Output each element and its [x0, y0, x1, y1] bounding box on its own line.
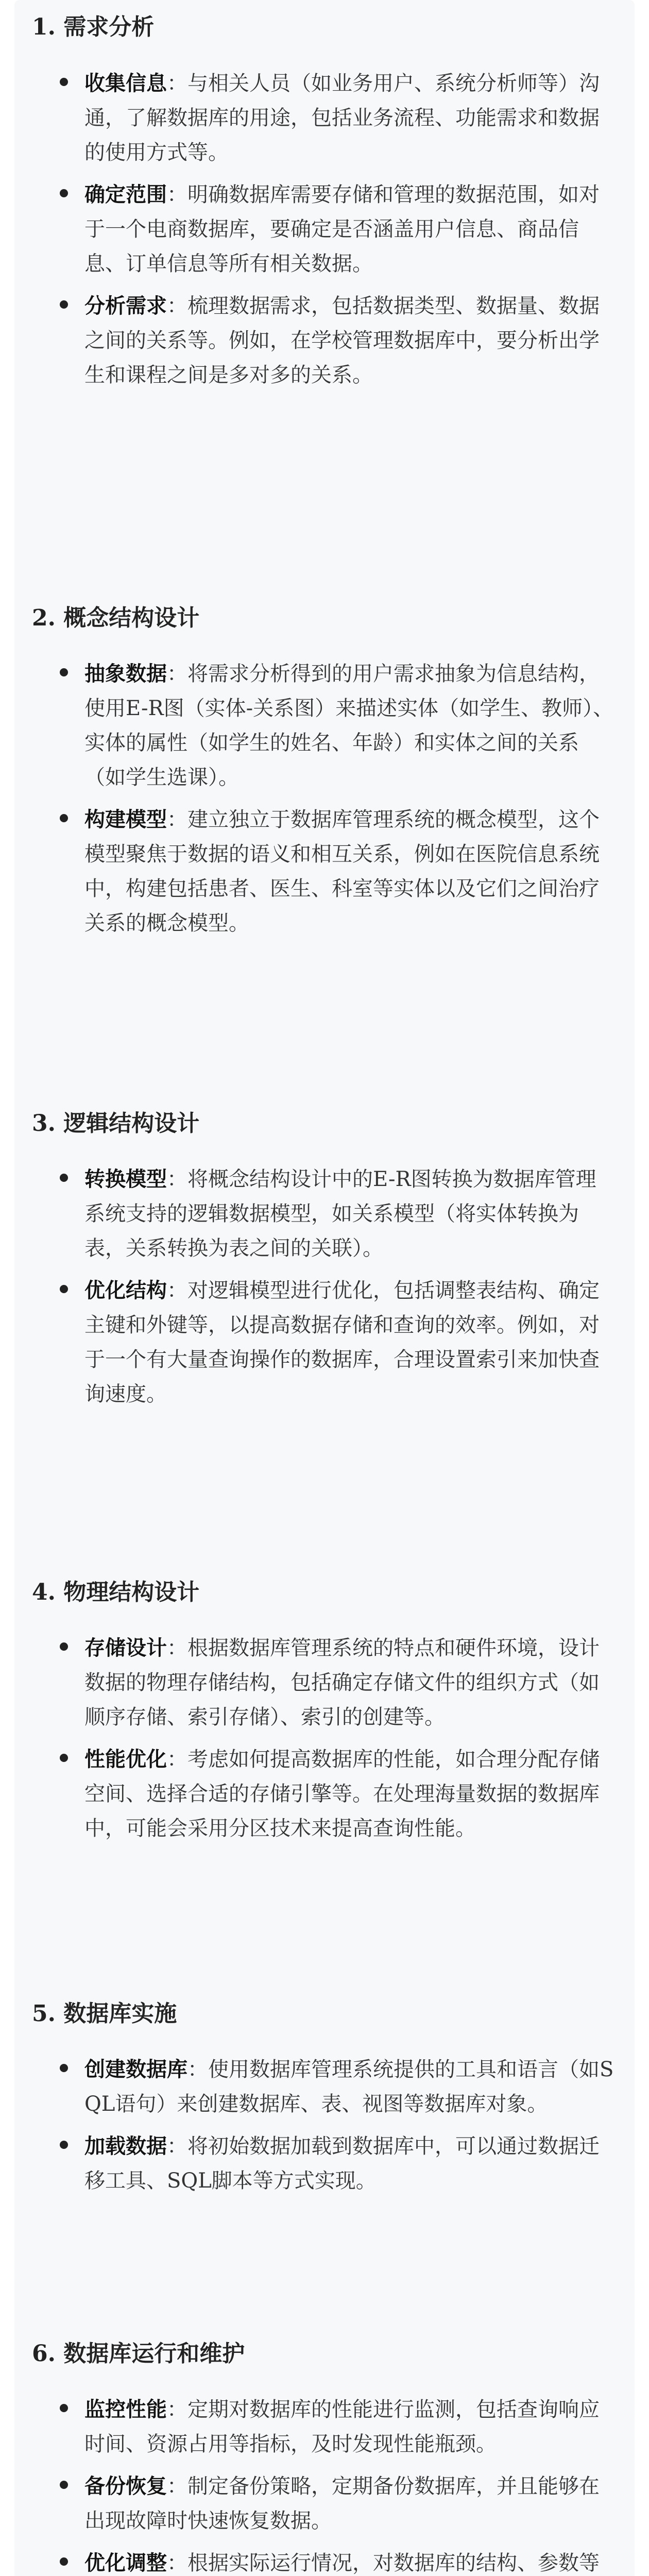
list-item: [60, 1273, 616, 1412]
list-item: [60, 2129, 616, 2198]
bullet-dot: [60, 2404, 68, 2412]
bullet-dot: [60, 1174, 68, 1182]
list-item: [60, 1742, 616, 1846]
bullet-dot: [60, 2064, 68, 2072]
section-logical-design: [32, 1107, 624, 1406]
term: 优化调整: [84, 2551, 167, 2575]
description: ：对逻辑模型进行优化，包括调整表结构、确定主键和外键等，以提高数据存储和查询的效率。例如，对于一个有大量查询操作的数据库，合理设置索引来加快查询速度。: [84, 1279, 600, 1406]
list-item: [60, 1631, 616, 1735]
list-item: [60, 177, 616, 281]
bullet-dot: [60, 300, 68, 309]
description: ：制定备份策略，定期备份数据库，并且能够在出现故障时快速恢复数据。: [84, 2475, 600, 2533]
section-conceptual-design: [32, 601, 624, 935]
section-title: 4. 物理结构设计: [32, 1579, 200, 1605]
bullet-list: [60, 1162, 616, 1419]
bullet-dot: [60, 1754, 68, 1762]
description: ：将需求分析得到的用户需求抽象为信息结构，使用E-R图（实体-关系图）来描述实体（如学生、教师）、实体的属性（如学生的姓名、年龄）和实体之间的关系（如学生选课）。: [84, 662, 614, 789]
description: ：使用数据库管理系统提供的工具和语言（如SQL语句）来创建数据库、表、视图等数据库对象。: [84, 2058, 614, 2116]
description: ：根据数据库管理系统的特点和硬件环境，设计数据的物理存储结构，包括确定存储文件的组织方式（如顺序存储、索引存储）、索引的创建等。: [84, 1636, 600, 1729]
bullet-dot: [60, 668, 68, 676]
list-item: [60, 2546, 616, 2576]
list-item: [60, 66, 616, 170]
section-title: 2. 概念结构设计: [32, 605, 200, 631]
section-operation-maintenance: [32, 2337, 624, 2575]
list-item: [60, 2052, 616, 2122]
section-implementation: [32, 1997, 624, 2193]
description: ：将概念结构设计中的E-R图转换为数据库管理系统支持的逻辑数据模型，如关系模型（将实体转换为表，关系转换为表之间的关联）。: [84, 1167, 596, 1260]
term: 抽象数据: [84, 662, 167, 686]
bullet-dot: [60, 814, 68, 822]
term: 构建模型: [84, 807, 167, 832]
bullet-dot: [60, 78, 68, 86]
term: 备份恢复: [84, 2474, 167, 2498]
term: 转换模型: [84, 1167, 167, 1191]
term: 优化结构: [84, 1278, 167, 1302]
section-title: 5. 数据库实施: [32, 2001, 177, 2027]
description: ：根据实际运行情况，对数据库的结构、参数等: [167, 2551, 600, 2575]
bullet-list: [60, 1631, 616, 1853]
list-item: [60, 656, 616, 795]
description: ：建立独立于数据库管理系统的概念模型，这个模型聚焦于数据的语义和相互关系，例如在医院信息系统中，构建包括患者、医生、科室等实体以及它们之间治疗关系的概念模型。: [84, 808, 600, 935]
section-title: 6. 数据库运行和维护: [32, 2341, 245, 2367]
list-item: [60, 289, 616, 393]
bullet-dot: [60, 189, 68, 197]
term: 创建数据库: [84, 2057, 187, 2081]
term: 监控性能: [84, 2397, 167, 2421]
section-title: 3. 逻辑结构设计: [32, 1110, 200, 1137]
section-requirements-analysis: [32, 10, 624, 387]
bullet-dot: [60, 2481, 68, 2489]
bullet-list: [60, 656, 616, 948]
term: 收集信息: [84, 71, 167, 95]
bullet-dot: [60, 2141, 68, 2149]
list-item: [60, 802, 616, 941]
list-item: [60, 1162, 616, 1266]
list-item: [60, 2469, 616, 2538]
description: ：与相关人员（如业务用户、系统分析师等）沟通，了解数据库的用途，包括业务流程、功能需求和数据的使用方式等。: [84, 72, 600, 164]
bullet-dot: [60, 1642, 68, 1651]
description: ：明确数据库需要存储和管理的数据范围，如对于一个电商数据库，要确定是否涵盖用户信息、商品信息、订单信息等所有相关数据。: [84, 183, 600, 276]
term: 加载数据: [84, 2134, 167, 2158]
term: 分析需求: [84, 294, 167, 318]
bullet-list: [60, 66, 616, 400]
section-title: 1. 需求分析: [32, 14, 155, 40]
term: 性能优化: [84, 1747, 167, 1771]
term: 存储设计: [84, 1636, 167, 1660]
bullet-dot: [60, 1285, 68, 1293]
section-physical-design: [32, 1575, 624, 1840]
bullet-dot: [60, 2557, 68, 2566]
description: ：定期对数据库的性能进行监测，包括查询响应时间、资源占用等指标，及时发现性能瓶颈。: [84, 2398, 600, 2456]
bullet-list: [60, 2052, 616, 2206]
term: 确定范围: [84, 182, 167, 207]
description: ：将初始数据加载到数据库中，可以通过数据迁移工具、SQL脚本等方式实现。: [84, 2134, 600, 2193]
bullet-list: [60, 2392, 616, 2576]
description: ：考虑如何提高数据库的性能，如合理分配存储空间、选择合适的存储引擎等。在处理海量数据的数据库中，可能会采用分区技术来提高查询性能。: [84, 1748, 600, 1840]
description: ：梳理数据需求，包括数据类型、数据量、数据之间的关系等。例如，在学校管理数据库中，要分析出学生和课程之间是多对多的关系。: [84, 294, 600, 387]
list-item: [60, 2392, 616, 2462]
